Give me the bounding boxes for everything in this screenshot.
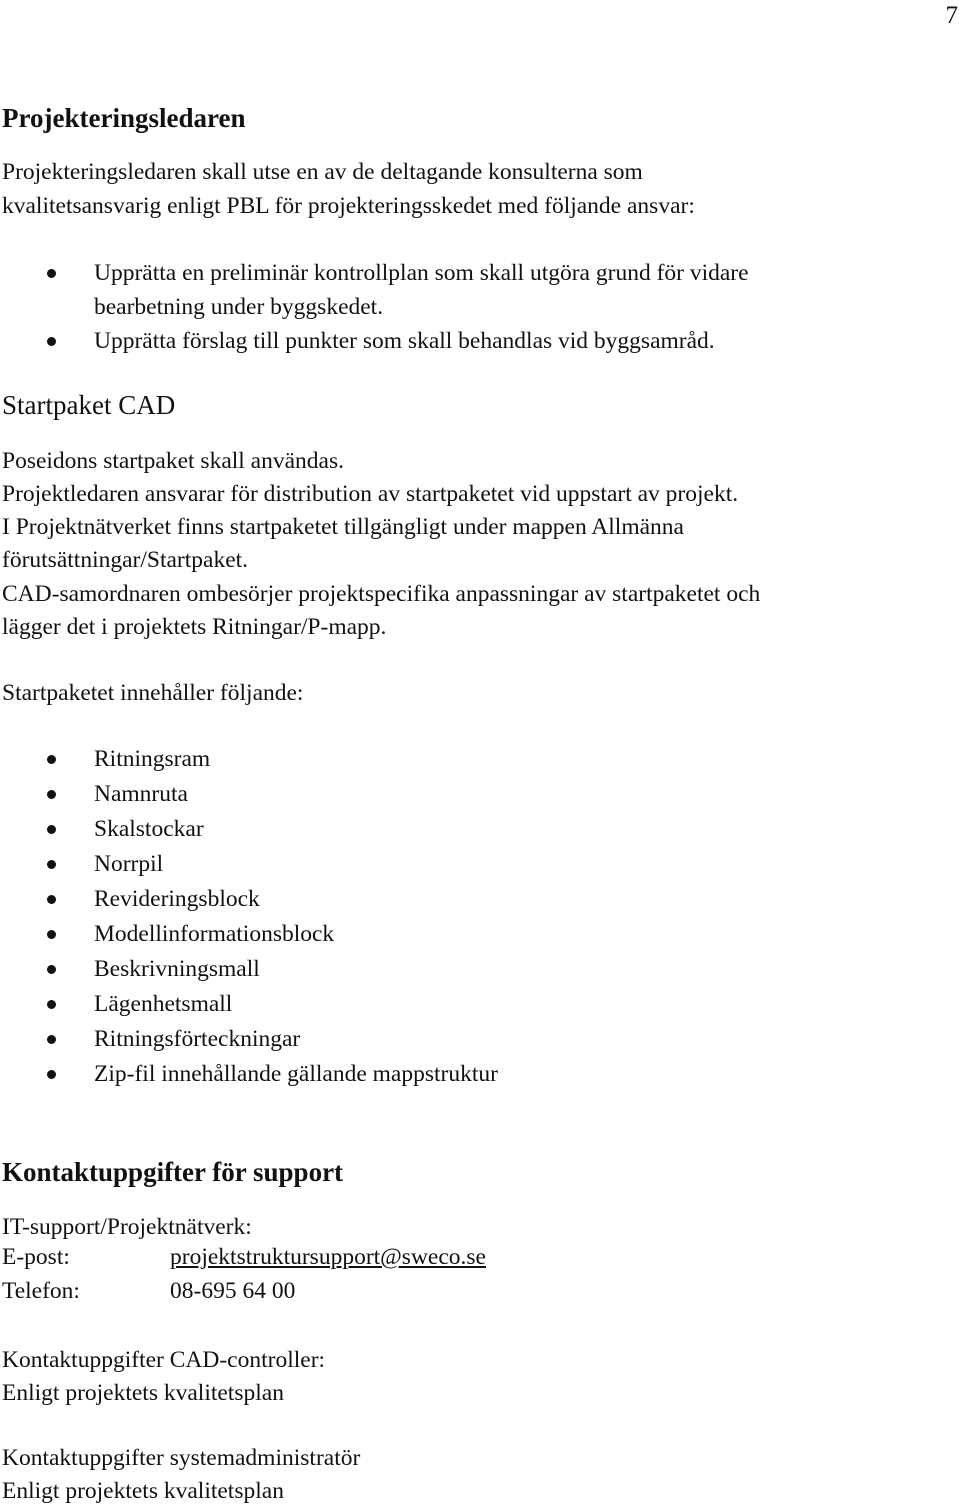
- list-item: Ritningsförteckningar: [2, 1022, 498, 1057]
- list-item: Modellinformationsblock: [2, 917, 498, 952]
- heading-projekteringsledaren: Projekteringsledaren: [2, 103, 246, 133]
- bullet-icon: [47, 269, 56, 278]
- bullet-icon: [47, 337, 56, 346]
- bullet-icon: [47, 930, 56, 939]
- email-label: E-post:: [2, 1244, 70, 1270]
- email-row: [2, 1244, 486, 1271]
- phone-row: [2, 1278, 295, 1305]
- startpaket-line-3: I Projektnätverket finns startpaketet tillgängligt under mappen Allmänna: [2, 514, 684, 540]
- startpaket-line-6: lägger det i projektets Ritningar/P-mapp.: [2, 614, 387, 640]
- bullet-icon: [47, 895, 56, 904]
- list-item-line: Upprätta förslag till punkter som skall behandlas vid byggsamråd.: [94, 328, 715, 354]
- bullet-icon: [47, 965, 56, 974]
- startpaket-line-2: Projektledaren ansvarar för distribution av startpaketet vid uppstart av projekt.: [2, 481, 739, 507]
- list-item: Norrpil: [2, 847, 498, 882]
- bullet-icon: [47, 755, 56, 764]
- cad-controller-value: Enligt projektets kvalitetsplan: [2, 1380, 284, 1406]
- startpaket-line-5: CAD-samordnaren ombesörjer projektspecifika anpassningar av startpaketet och: [2, 581, 761, 607]
- phone-label: Telefon:: [2, 1278, 80, 1304]
- list-item: Revideringsblock: [2, 882, 498, 917]
- responsibility-list: [2, 256, 749, 358]
- intro-line-2: kvalitetsansvarig enligt PBL för projekteringsskedet med följande ansvar:: [2, 193, 695, 219]
- sysadmin-label: Kontaktuppgifter systemadministratör: [2, 1445, 361, 1471]
- startpaket-contents-list: [2, 742, 498, 1092]
- startpaket-line-1: Poseidons startpaket skall användas.: [2, 448, 344, 474]
- startpaket-line-4: förutsättningar/Startpaket.: [2, 547, 249, 573]
- email-link[interactable]: projektstruktursupport@sweco.se: [170, 1244, 486, 1270]
- heading-kontaktuppgifter: Kontaktuppgifter för support: [2, 1157, 344, 1187]
- contents-intro: Startpaketet innehåller följande:: [2, 680, 304, 706]
- list-item-line: bearbetning under byggskedet.: [94, 294, 384, 320]
- heading-startpaket-cad: Startpaket CAD: [2, 390, 176, 420]
- bullet-icon: [47, 790, 56, 799]
- list-item: Lägenhetsmall: [2, 987, 498, 1022]
- bullet-icon: [47, 1035, 56, 1044]
- list-item: Beskrivningsmall: [2, 952, 498, 987]
- it-support-label: IT-support/Projektnätverk:: [2, 1214, 252, 1240]
- list-item-line: Upprätta en preliminär kontrollplan som skall utgöra grund för vidare: [94, 260, 749, 286]
- bullet-icon: [47, 825, 56, 834]
- sysadmin-value: Enligt projektets kvalitetsplan: [2, 1478, 284, 1504]
- list-item: Skalstockar: [2, 812, 498, 847]
- list-item: [2, 256, 749, 324]
- bullet-icon: [47, 860, 56, 869]
- list-item: Zip-fil innehållande gällande mappstruktur: [2, 1057, 498, 1092]
- phone-value: 08-695 64 00: [170, 1278, 296, 1304]
- cad-controller-label: Kontaktuppgifter CAD-controller:: [2, 1347, 326, 1373]
- list-item: Ritningsram: [2, 742, 498, 777]
- page-number: 7: [945, 2, 958, 29]
- intro-line-1: Projekteringsledaren skall utse en av de deltagande konsulterna som: [2, 159, 643, 185]
- bullet-icon: [47, 1000, 56, 1009]
- list-item: Namnruta: [2, 777, 498, 812]
- bullet-icon: [47, 1070, 56, 1079]
- list-item: [2, 324, 749, 358]
